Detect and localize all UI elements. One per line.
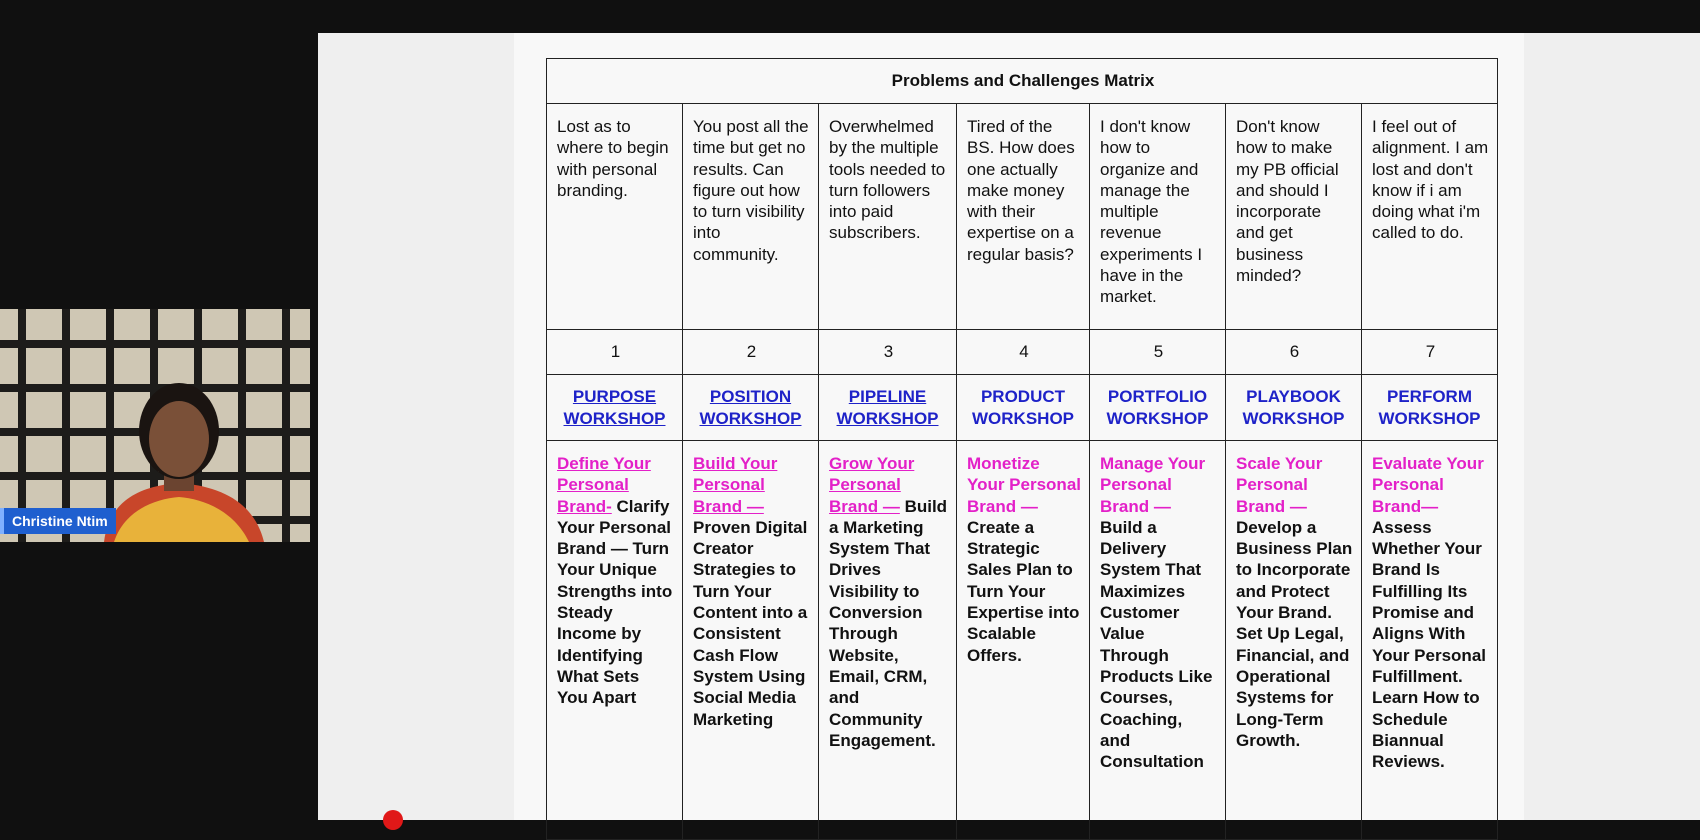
column-number: 7 — [1362, 330, 1498, 375]
workshop-link-position[interactable]: POSITION WORKSHOP — [699, 387, 802, 428]
description-cell — [957, 441, 1090, 840]
description-lead: Manage Your Personal Brand — — [1100, 454, 1206, 516]
description-lead: Scale Your Personal Brand — — [1236, 454, 1323, 516]
column-number: 5 — [1090, 330, 1226, 375]
problem-cell: Overwhelmed by the multiple tools needed to turn followers into paid subscribers. — [819, 104, 957, 330]
column-number: 1 — [547, 330, 683, 375]
problem-cell: Lost as to where to begin with personal branding. — [547, 104, 683, 330]
description-cell — [547, 441, 683, 840]
problems-row — [547, 104, 1498, 330]
workshops-row — [547, 375, 1498, 441]
description-body: Build a Marketing System That Drives Visibility to Conversion Through Website, Email, CRM, and Community Engagement. — [829, 496, 948, 750]
workshop-label-product: PRODUCT WORKSHOP — [972, 387, 1074, 428]
description-body: Build a Delivery System That Maximizes Customer Value Through Products Like Courses, Coaching, and Consultation — [1100, 517, 1213, 772]
description-body: Proven Digital Creator Strategies to Turn Your Content into a Consistent Cash Flow System Using Social Media Marketing — [693, 517, 808, 729]
description-body: Assess Whether Your Brand Is Fulfilling Its Promise and Aligns With Your Personal Fulfillment. Learn How to Schedule Biannual Reviews. — [1372, 517, 1486, 772]
description-cell — [1090, 441, 1226, 840]
description-cell — [683, 441, 819, 840]
participant-name-tag: Christine Ntim — [0, 508, 116, 534]
problem-cell: I feel out of alignment. I am lost and don't know if i am doing what i'm called to do. — [1362, 104, 1498, 330]
cursor-indicator — [383, 810, 403, 830]
description-lead: Evaluate Your Personal Brand— — [1372, 454, 1484, 516]
workshop-label-playbook: PLAYBOOK WORKSHOP — [1242, 387, 1345, 428]
workshop-label-portfolio: PORTFOLIO WORKSHOP — [1106, 387, 1209, 428]
workshop-link-purpose[interactable]: PURPOSE WORKSHOP — [563, 387, 666, 428]
problem-cell: You post all the time but get no results. Can figure out how to turn visibility into community. — [683, 104, 819, 330]
descriptions-row — [547, 441, 1498, 840]
matrix-title-row — [547, 59, 1498, 104]
column-number: 3 — [819, 330, 957, 375]
description-lead-link[interactable]: Define Your Personal Brand- — [557, 454, 651, 516]
problem-cell: Tired of the BS. How does one actually make money with their expertise on a regular basis? — [957, 104, 1090, 330]
description-cell — [1362, 441, 1498, 840]
description-lead: Monetize Your Personal Brand — — [967, 454, 1081, 516]
numbers-row — [547, 330, 1498, 375]
description-body: Create a Strategic Sales Plan to Turn Your Expertise into Scalable Offers. — [967, 517, 1080, 665]
workshop-link-pipeline[interactable]: PIPELINE WORKSHOP — [836, 387, 939, 428]
description-cell — [1226, 441, 1362, 840]
problem-cell: I don't know how to organize and manage the multiple revenue experiments I have in the market. — [1090, 104, 1226, 330]
problem-cell: Don't know how to make my PB official and should I incorporate and get business minded? — [1226, 104, 1362, 330]
description-body: Develop a Business Plan to Incorporate and Protect Your Brand. Set Up Legal, Financial, and Operational Systems for Long-Term Growth. — [1236, 517, 1353, 750]
column-number: 4 — [957, 330, 1090, 375]
description-lead-link[interactable]: Build Your Personal Brand — — [693, 454, 778, 516]
description-body: Clarify Your Personal Brand — Turn Your Unique Strengths into Steady Income by Identifying What Sets You Apart — [557, 496, 673, 708]
matrix-title: Problems and Challenges Matrix — [547, 59, 1498, 104]
description-lead-link[interactable]: Grow Your Personal Brand — — [829, 454, 915, 516]
workshop-label-perform: PERFORM WORKSHOP — [1378, 387, 1481, 428]
column-number: 2 — [683, 330, 819, 375]
column-number: 6 — [1226, 330, 1362, 375]
problems-challenges-matrix — [546, 58, 1498, 840]
description-cell — [819, 441, 957, 840]
